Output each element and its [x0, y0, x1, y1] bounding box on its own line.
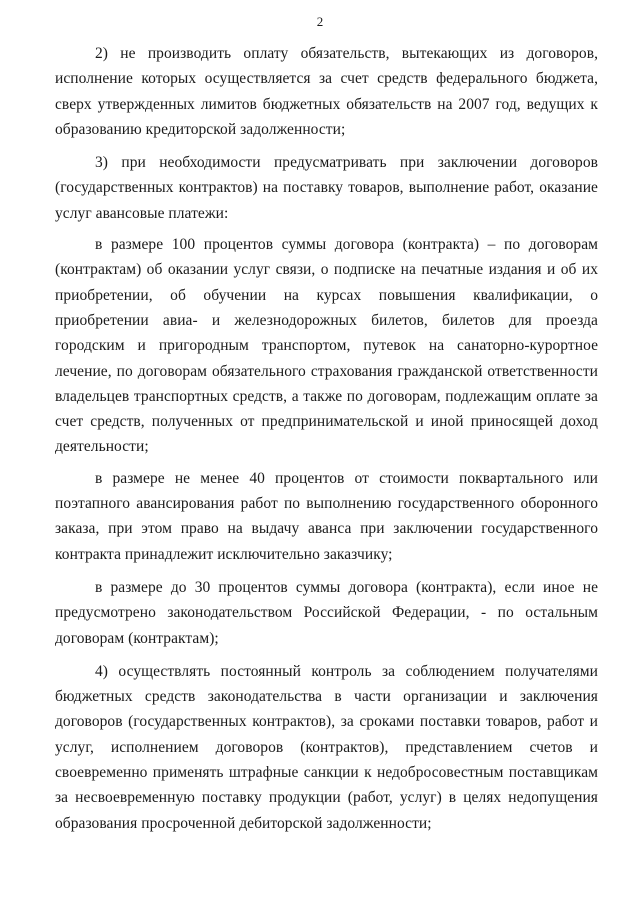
paragraph-advance-100-percent: в размере 100 процентов суммы договора (контракта) – по договорам (контрактам) об оказании услуг связи, о подписке на печатные издания и об их приобретении, об обучении на курсах повышения квалификации, о приобретении авиа- и железнодорожных билетов, билетов для проезда городским и пригородным транспортом, путевок на санаторно-курортное лечение, по договорам обязательного страхования гражданской ответственности владельцев транспортных средств, а также по договорам, подлежащим оплате за счет средств, полученных от предпринимательской и иной приносящей доход деятельности; [55, 236, 598, 456]
paragraph-item-2: 2) не производить оплату обязательств, вытекающих из договоров, исполнение которых осуществляется за счет средств федерального бюджета, сверх утвержденных лимитов бюджетных обязательств на 2007 год, ведущих к образованию кредиторской задолженности; [55, 45, 598, 138]
paragraph-advance-30-percent: в размере до 30 процентов суммы договора (контракта), если иное не предусмотрено законодательством Российской Федерации, - по остальным договорам (контрактам); [55, 578, 598, 647]
paragraph-item-4: 4) осуществлять постоянный контроль за соблюдением получателями бюджетных средств законодательства в части организации и заключения договоров (государственных контрактов), за сроками поставки товаров, работ и услуг, исполнением договоров (контрактов), представлением счетов и своевременно применять штрафные санкции к недобросовестным поставщикам за несвоевременную поставку продукции (работ, услуг) в целях недопущения образования просроченной дебиторской задолженности; [55, 662, 598, 832]
paragraph-advance-40-percent: в размере не менее 40 процентов от стоимости поквартального или поэтапного авансирования работ по выполнению государственного оборонного заказа, при этом право на выдачу аванса при заключении государственного контракта принадлежит исключительно заказчику; [55, 469, 598, 563]
page-number: 2 [316, 14, 324, 29]
paragraph-item-3: 3) при необходимости предусматривать при заключении договоров (государственных контрактов) на поставку товаров, выполнение работ, оказание услуг авансовые платежи: [55, 154, 598, 222]
document-body [55, 41, 598, 836]
